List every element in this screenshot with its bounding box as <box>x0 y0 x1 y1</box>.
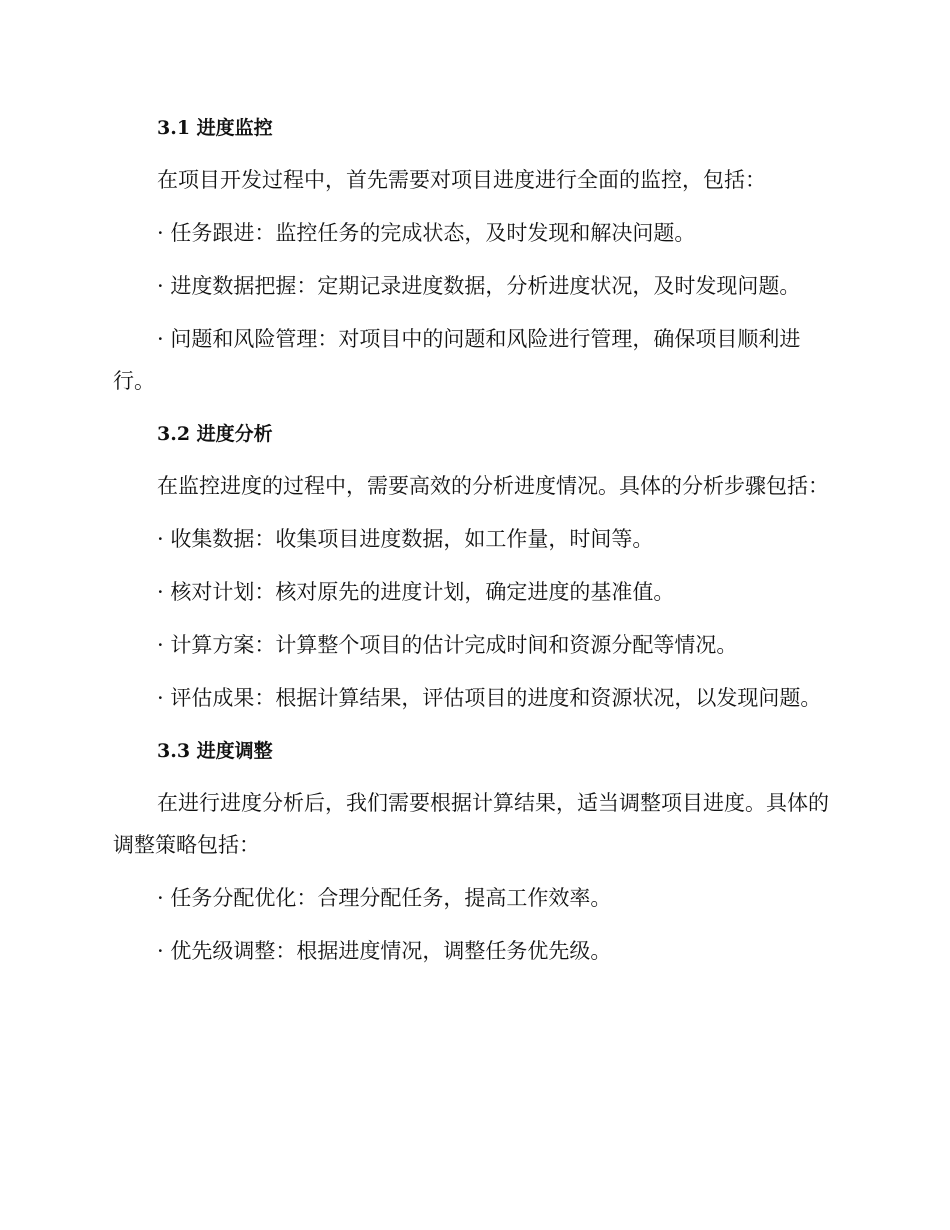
bullet-issue-risk-management: · 问题和风险管理：对项目中的问题和风险进行管理，确保项目顺利进行。 <box>113 327 801 393</box>
bullet-collect-data: · 收集数据：收集项目进度数据，如工作量，时间等。 <box>157 527 654 551</box>
paragraph-intro-3-2: 在监控进度的过程中，需要高效的分析进度情况。具体的分析步骤包括： <box>157 474 829 498</box>
section-heading-3-3: 3.3 进度调整 <box>157 740 273 762</box>
bullet-priority-adjustment: · 优先级调整：根据进度情况，调整任务优先级。 <box>157 939 612 963</box>
bullet-task-tracking: · 任务跟进：监控任务的完成状态，及时发现和解决问题。 <box>157 221 696 245</box>
bullet-task-allocation: · 任务分配优化：合理分配任务，提高工作效率。 <box>157 886 612 910</box>
bullet-progress-data: · 进度数据把握：定期记录进度数据，分析进度状况，及时发现问题。 <box>157 274 801 298</box>
section-heading-3-1: 3.1 进度监控 <box>157 117 273 139</box>
paragraph-intro-3-1: 在项目开发过程中，首先需要对项目进度进行全面的监控，包括： <box>157 168 766 192</box>
bullet-calculate-plan: · 计算方案：计算整个项目的估计完成时间和资源分配等情况。 <box>157 633 738 657</box>
document-body <box>113 108 833 972</box>
bullet-check-plan: · 核对计划：核对原先的进度计划，确定进度的基准值。 <box>157 580 675 604</box>
section-heading-3-2: 3.2 进度分析 <box>157 423 273 445</box>
paragraph-intro-3-3: 在进行进度分析后，我们需要根据计算结果，适当调整项目进度。具体的调整策略包括： <box>113 791 829 857</box>
bullet-evaluate-results: · 评估成果：根据计算结果，评估项目的进度和资源状况，以发现问题。 <box>157 686 822 710</box>
